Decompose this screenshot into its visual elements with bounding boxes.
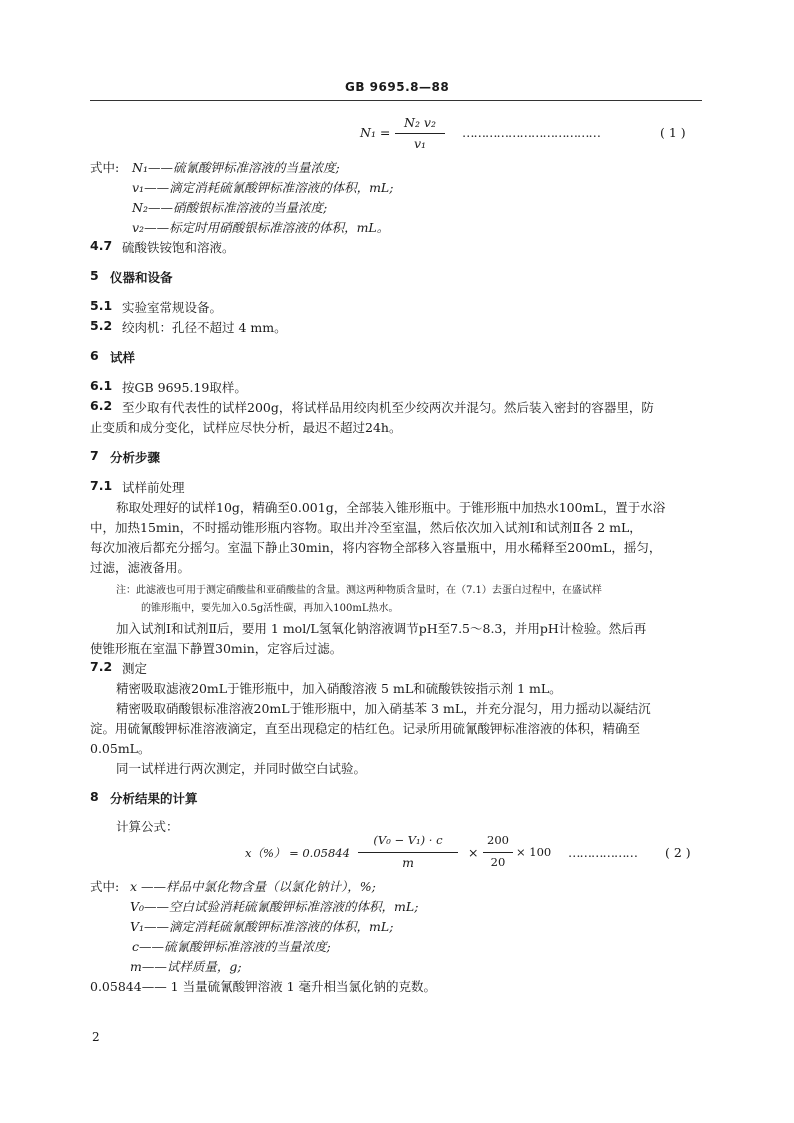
paragraph-7-1b-line1: 加入试剂Ⅰ和试剂Ⅱ后，要用 1 mol/L氢氧化钠溶液调节pH至7.5～8.3，并用pH计检验。然后再: [116, 621, 647, 636]
eq2-fraction-bar: [358, 852, 458, 853]
eq1-dots: ………………………………: [462, 125, 600, 140]
paragraph-7-2b-line1: 精密吸取硝酸银标准溶液20mL于锥形瓶中，加入硝基苯 3 mL，并充分混匀，用力摇动以凝结沉: [116, 701, 651, 716]
section-5-num: 5: [90, 268, 99, 283]
section-5-2-text: 绞肉机：孔径不超过 4 mm。: [122, 320, 287, 335]
eq2-label: ( 2 ): [665, 845, 691, 860]
eq2-dots: ………………: [568, 845, 637, 860]
eq2-times: ×: [468, 845, 479, 860]
page-number: 2: [92, 1030, 100, 1044]
section-5-2-num: 5.2: [90, 318, 113, 333]
section-4-7-num: 4.7: [90, 238, 113, 253]
section-5-title: 仪器和设备: [110, 270, 173, 285]
eq1-label: ( 1 ): [660, 125, 686, 140]
section-8-title: 分析结果的计算: [110, 791, 198, 806]
def-n2: N₂——硝酸银标准溶液的当量浓度;: [132, 200, 328, 215]
section-7-1-title: 试样前处理: [122, 480, 185, 495]
paragraph-7-2a: 精密吸取滤液20mL于锥形瓶中，加入硝酸溶液 5 mL和硫酸铁铵指示剂 1 mL。: [116, 681, 562, 696]
section-6-title: 试样: [110, 350, 136, 365]
paragraph-7-2b-line2: 淀。用硫氰酸钾标准溶液滴定，直至出现稳定的桔红色。记录所用硫氰酸钾标准溶液的体积，精确至: [90, 721, 641, 736]
section-6-2-line2: 止变质和成分变化，试样应尽快分析，最迟不超过24h。: [90, 420, 402, 435]
eq2-numerator: (V₀ − V₁) · c: [373, 833, 443, 847]
section-6-1-text: 按GB 9695.19取样。: [122, 380, 247, 395]
standard-code: GB 9695.8—88: [345, 80, 450, 94]
def-v1-2: V₁——滴定消耗硫氰酸钾标准溶液的体积，mL;: [130, 919, 394, 934]
defs2-intro: 式中:: [90, 879, 120, 894]
header-rule: [90, 100, 702, 101]
paragraph-7-1-line1: 称取处理好的试样10g，精确至0.001g，全部装入锥形瓶中。于锥形瓶中加热水100mL，置于水浴: [116, 500, 666, 515]
def-x: x ——样品中氯化物含量（以氯化钠计），%;: [130, 879, 376, 894]
section-8-num: 8: [90, 789, 99, 804]
note-line1: 注：此滤液也可用于测定硝酸盐和亚硝酸盐的含量。测这两种物质含量时，在（7.1）去蛋白过程中，在盛试样: [116, 585, 602, 596]
note-line2: 的锥形瓶中，要先加入0.5g活性碳，再加入100mL热水。: [141, 603, 399, 614]
eq1-numerator: N₂ v₂: [404, 115, 436, 130]
paragraph-7-2c: 同一试样进行两次测定，并同时做空白试验。: [116, 761, 367, 776]
paragraph-7-1-line4: 过滤，滤液备用。: [90, 560, 191, 575]
eq2-denominator: m: [402, 855, 414, 870]
paragraph-7-1b-line2: 使锥形瓶在室温下静置30min，定容后过滤。: [90, 641, 343, 656]
eq2-lhs: x（%） = 0.05844: [245, 846, 350, 860]
section-7-2-title: 测定: [122, 661, 148, 676]
section-4-7-text: 硫酸铁铵饱和溶液。: [122, 240, 235, 255]
eq2-tail: × 100: [516, 845, 552, 859]
section-5-1-num: 5.1: [90, 298, 113, 313]
section-7-num: 7: [90, 448, 99, 463]
section-6-num: 6: [90, 348, 99, 363]
section-7-2-num: 7.2: [90, 659, 113, 674]
section-6-1-num: 6.1: [90, 378, 113, 393]
def-v0: V₀——空白试验消耗硫氰酸钾标准溶液的体积，mL;: [130, 899, 419, 914]
eq1-lhs: N₁ =: [360, 125, 391, 140]
section-5-1-text: 实验室常规设备。: [122, 300, 223, 315]
section-7-title: 分析步骤: [110, 450, 161, 465]
eq2-frac2-denominator: 20: [490, 855, 506, 869]
def-v2: v₂——标定时用硝酸银标准溶液的体积，mL。: [132, 220, 390, 235]
eq2-frac2-bar: [483, 852, 513, 853]
paragraph-7-2b-line3: 0.05mL。: [90, 741, 151, 756]
eq2-frac2-numerator: 200: [487, 833, 509, 847]
formula-intro: 计算公式：: [116, 819, 179, 834]
eq1-denominator: v₁: [413, 136, 427, 151]
def-c: c——硫氰酸钾标准溶液的当量浓度;: [132, 939, 331, 954]
section-6-2-line1: 至少取有代表性的试样200g，将试样品用绞肉机至少绞两次并混匀。然后装入密封的容器里，防: [122, 400, 654, 415]
def-constant: 0.05844—— 1 当量硫氰酸钾溶液 1 毫升相当氯化钠的克数。: [90, 979, 436, 994]
paragraph-7-1-line2: 中，加热15min，不时摇动锥形瓶内容物。取出并冷至室温，然后依次加入试剂Ⅰ和试剂Ⅱ各 2 mL，: [90, 520, 642, 535]
eq1-fraction-bar: [395, 133, 445, 134]
section-6-2-num: 6.2: [90, 398, 113, 413]
paragraph-7-1-line3: 每次加液后都充分摇匀。室温下静止30min，将内容物全部移入容量瓶中，用水稀释至200mL，摇匀，: [90, 540, 662, 555]
section-7-1-num: 7.1: [90, 478, 113, 493]
defs1-intro: 式中:: [90, 160, 120, 175]
def-n1: N₁——硫氰酸钾标准溶液的当量浓度;: [132, 160, 340, 175]
def-v1: v₁——滴定消耗硫氰酸钾标准溶液的体积，mL;: [132, 180, 394, 195]
def-m: m——试样质量，g;: [130, 959, 242, 974]
